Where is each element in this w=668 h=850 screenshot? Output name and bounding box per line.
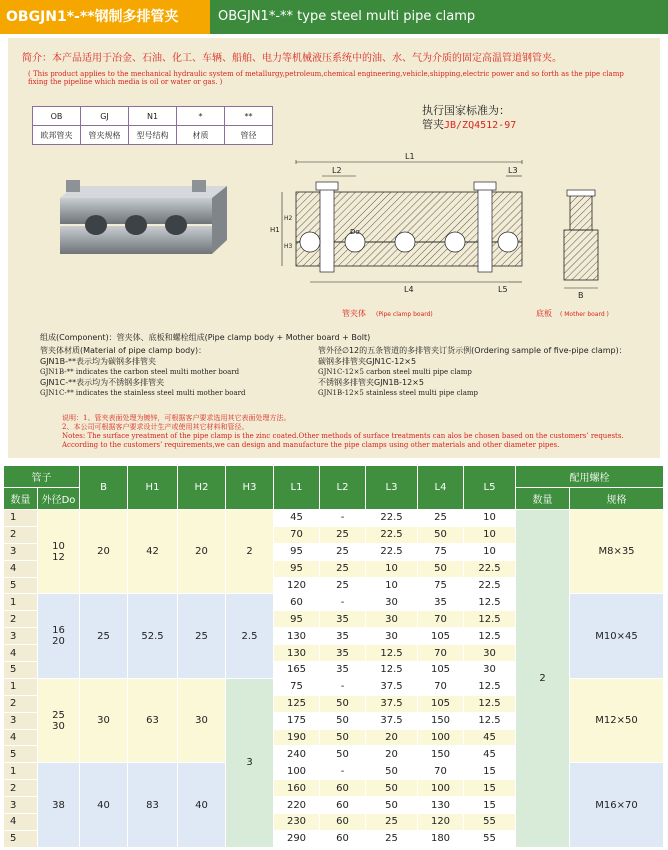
h3-cell: 2.5 xyxy=(226,594,274,678)
outer-diameter-value: 16 xyxy=(52,625,65,637)
dim-cell-l3: 50 xyxy=(366,797,418,814)
body-label-en: (Pipe clamp board) xyxy=(376,311,433,318)
dim-cell-l5: 15 xyxy=(464,780,516,797)
standard-code: JB/ZQ4512-97 xyxy=(444,120,517,131)
dim-cell-l2: 60 xyxy=(320,797,366,814)
standard-prefix: 管夹 xyxy=(422,118,444,131)
dim-cell-l2: 60 xyxy=(320,814,366,831)
dim-cell-l5: 55 xyxy=(464,814,516,831)
component-line: 组成(Component)：管夹体、底板和螺栓组成(Pipe clamp body + Mother board + Bolt) xyxy=(40,333,371,342)
dim-cell-l3: 30 xyxy=(366,594,418,611)
dim-cell-l2: 50 xyxy=(320,713,366,730)
b-cell: 20 xyxy=(80,510,128,594)
pipe-count-cell: 2 xyxy=(4,527,38,544)
dim-cell-l3: 22.5 xyxy=(366,527,418,544)
dim-l3: L3 xyxy=(508,166,518,175)
header-h2: H2 xyxy=(178,466,226,510)
header-h3: H3 xyxy=(226,466,274,510)
outer-diameter-value: 25 xyxy=(52,709,65,721)
dim-cell-l3: 25 xyxy=(366,831,418,848)
pipe-count-cell: 5 xyxy=(4,662,38,679)
dim-cell-l1: 120 xyxy=(274,578,320,595)
dim-cell-l3: 37.5 xyxy=(366,679,418,696)
dim-cell-l1: 130 xyxy=(274,645,320,662)
dim-cell-l5: 10 xyxy=(464,527,516,544)
code-cell: ** xyxy=(225,107,273,126)
material-b-cn: GJN1B-**表示均为碳钢多排管夹 xyxy=(40,356,157,366)
h2-cell: 20 xyxy=(178,510,226,594)
header-qty: 数量 xyxy=(4,488,38,510)
dim-cell-l1: 75 xyxy=(274,679,320,696)
note-cn-1: 说明：1、管夹表面处理为镀锌，可根据客户要求选用其它表面处理方法。 xyxy=(62,414,291,422)
material-b-en: GJN1B-** indicates the carbon steel multi mother board xyxy=(40,368,240,376)
standard-line2 xyxy=(422,118,516,133)
clamp-photo xyxy=(52,178,232,278)
dim-cell-l4: 105 xyxy=(418,696,464,713)
dim-h3: H3 xyxy=(284,243,293,250)
note-en-1: Notes: The surface yreatment of the pipe clamp is the zinc coated.Other methods of surface treatments can alos be chosen based on the customers’ requests. xyxy=(62,432,624,440)
dim-cell-l4: 105 xyxy=(418,662,464,679)
material-c-en: GJN1C-** indicates the stainless steel multi mother board xyxy=(40,389,246,397)
header-l1: L1 xyxy=(274,466,320,510)
dim-cell-l5: 12.5 xyxy=(464,679,516,696)
dim-cell-l1: 125 xyxy=(274,696,320,713)
dim-cell-l3: 25 xyxy=(366,814,418,831)
code-cell: OB xyxy=(33,107,81,126)
dim-cell-l3: 12.5 xyxy=(366,645,418,662)
dim-h2: H2 xyxy=(284,215,293,222)
h2-cell: 40 xyxy=(178,763,226,847)
bolt-spec-cell: M10×45 xyxy=(570,594,664,678)
body-label: 管夹体 xyxy=(342,309,366,318)
bolt-spec-cell: M16×70 xyxy=(570,763,664,847)
dim-do: Do xyxy=(350,228,360,236)
pipe-count-cell: 5 xyxy=(4,746,38,763)
code-cell: * xyxy=(177,107,225,126)
pipe-count-cell: 4 xyxy=(4,814,38,831)
dim-cell-l3: 12.5 xyxy=(366,662,418,679)
header-l4: L4 xyxy=(418,466,464,510)
outer-diameter-cell xyxy=(38,594,80,678)
header-bolt-spec: 规格 xyxy=(570,488,664,510)
b-cell: 40 xyxy=(80,763,128,847)
dim-cell-l2: 35 xyxy=(320,645,366,662)
outer-diameter-value: 12 xyxy=(52,551,65,563)
dim-cell-l2: 25 xyxy=(320,561,366,578)
pipe-count-cell: 5 xyxy=(4,831,38,848)
dim-cell-l1: 130 xyxy=(274,628,320,645)
pipe-count-cell: 1 xyxy=(4,763,38,780)
dim-cell-l5: 10 xyxy=(464,544,516,561)
dim-cell-l3: 10 xyxy=(366,561,418,578)
header-b: B xyxy=(80,466,128,510)
dim-cell-l4: 50 xyxy=(418,527,464,544)
header-l5: L5 xyxy=(464,466,516,510)
dim-cell-l1: 220 xyxy=(274,797,320,814)
dim-cell-l5: 12.5 xyxy=(464,696,516,713)
dim-cell-l5: 15 xyxy=(464,763,516,780)
material-title: 管夹体材质(Material of pipe clamp body)： xyxy=(40,346,207,355)
h1-cell: 52.5 xyxy=(128,594,178,678)
dim-cell-l4: 70 xyxy=(418,679,464,696)
dim-cell-l3: 50 xyxy=(366,763,418,780)
dim-cell-l1: 95 xyxy=(274,544,320,561)
dim-cell-l4: 75 xyxy=(418,578,464,595)
pipe-count-cell: 1 xyxy=(4,679,38,696)
bolt-qty-cell: 2 xyxy=(516,510,570,848)
dim-cell-l1: 240 xyxy=(274,746,320,763)
code-meaning: 型号结构 xyxy=(129,126,177,145)
model-code-table xyxy=(32,106,273,145)
outer-diameter-value: 20 xyxy=(52,636,65,648)
dim-cell-l4: 150 xyxy=(418,746,464,763)
pipe-count-cell: 4 xyxy=(4,645,38,662)
dim-cell-l5: 22.5 xyxy=(464,561,516,578)
order-b-cn: 碳钢多排管夹GJN1C-12×5 xyxy=(318,356,417,366)
dim-cell-l2: 50 xyxy=(320,730,366,747)
title-bar xyxy=(0,0,668,34)
dim-cell-l3: 20 xyxy=(366,730,418,747)
header-bolt: 配用螺栓 xyxy=(516,466,664,488)
order-b-en: GJN1C-12×5 carbon steel multi pipe clamp xyxy=(318,368,472,376)
dim-cell-l2: 35 xyxy=(320,628,366,645)
h1-cell: 42 xyxy=(128,510,178,594)
dim-cell-l1: 190 xyxy=(274,730,320,747)
dim-cell-l1: 95 xyxy=(274,561,320,578)
code-meaning: 管径 xyxy=(225,126,273,145)
dim-cell-l2: - xyxy=(320,510,366,527)
dim-cell-l2: 60 xyxy=(320,780,366,797)
code-meaning: 材质 xyxy=(177,126,225,145)
dim-l5: L5 xyxy=(498,285,508,294)
bolt-spec-cell: M12×50 xyxy=(570,679,664,763)
dim-cell-l4: 130 xyxy=(418,797,464,814)
dim-cell-l4: 180 xyxy=(418,831,464,848)
dim-cell-l5: 12.5 xyxy=(464,594,516,611)
dim-l1: L1 xyxy=(405,152,415,161)
dim-cell-l1: 100 xyxy=(274,763,320,780)
dim-cell-l2: 50 xyxy=(320,696,366,713)
dim-cell-l2: 25 xyxy=(320,527,366,544)
header-bolt-qty: 数量 xyxy=(516,488,570,510)
dim-cell-l1: 165 xyxy=(274,662,320,679)
intro-cn: 简介：本产品适用于冶金、石油、化工、车辆、船舶、电力等机械液压系统中的油、水、气为介质的固定高温管道钢管夹。 xyxy=(22,53,562,64)
dim-cell-l4: 150 xyxy=(418,713,464,730)
order-c-cn: 不锈钢多排管夹GJN1B-12×5 xyxy=(318,377,424,387)
dim-cell-l1: 290 xyxy=(274,831,320,848)
dim-cell-l3: 37.5 xyxy=(366,713,418,730)
standard-note xyxy=(422,104,516,133)
dim-cell-l5: 30 xyxy=(464,645,516,662)
pipe-count-cell: 2 xyxy=(4,611,38,628)
header-pipe: 管子 xyxy=(4,466,80,488)
order-block xyxy=(318,346,658,399)
pipe-count-cell: 4 xyxy=(4,730,38,747)
header-l2: L2 xyxy=(320,466,366,510)
h1-cell: 63 xyxy=(128,679,178,763)
note-cn-2: 2、本公司可根据客户要求设计生产或使用其它材料和管径。 xyxy=(62,423,249,431)
header-l3: L3 xyxy=(366,466,418,510)
h1-cell: 83 xyxy=(128,763,178,847)
base-label: 底板 xyxy=(536,309,552,318)
h2-cell: 25 xyxy=(178,594,226,678)
dim-cell-l3: 22.5 xyxy=(366,544,418,561)
dim-cell-l1: 230 xyxy=(274,814,320,831)
dim-cell-l3: 22.5 xyxy=(366,510,418,527)
h3-shared-cell: 3 xyxy=(226,679,274,848)
dim-cell-l5: 12.5 xyxy=(464,713,516,730)
dim-cell-l2: 50 xyxy=(320,746,366,763)
outer-diameter-value: 38 xyxy=(52,799,65,811)
dim-cell-l4: 35 xyxy=(418,594,464,611)
outer-diameter-value: 10 xyxy=(52,540,65,552)
outer-diameter-value: 30 xyxy=(52,720,65,732)
dim-cell-l4: 25 xyxy=(418,510,464,527)
dim-cell-l3: 30 xyxy=(366,628,418,645)
pipe-count-cell: 2 xyxy=(4,696,38,713)
code-cell: GJ xyxy=(81,107,129,126)
dim-cell-l4: 70 xyxy=(418,645,464,662)
pipe-count-cell: 3 xyxy=(4,797,38,814)
dim-cell-l2: 25 xyxy=(320,578,366,595)
code-meaning: 欧邦管夹 xyxy=(33,126,81,145)
technical-drawing xyxy=(270,150,610,325)
dim-cell-l5: 10 xyxy=(464,510,516,527)
dim-cell-l3: 30 xyxy=(366,611,418,628)
dim-cell-l3: 37.5 xyxy=(366,696,418,713)
base-label-en: ( Mother board ) xyxy=(560,311,609,318)
h3-cell: 2 xyxy=(226,510,274,594)
title-en: OBGJN1*-** type steel multi pipe clamp xyxy=(210,0,668,34)
dim-cell-l4: 70 xyxy=(418,763,464,780)
dim-cell-l2: - xyxy=(320,679,366,696)
dim-cell-l4: 70 xyxy=(418,611,464,628)
outer-diameter-cell xyxy=(38,763,80,847)
code-cell: N1 xyxy=(129,107,177,126)
material-c-cn: GJN1C-**表示均为不锈钢多排管夹 xyxy=(40,377,165,387)
material-block xyxy=(40,346,320,399)
dim-cell-l5: 12.5 xyxy=(464,611,516,628)
dim-cell-l1: 70 xyxy=(274,527,320,544)
order-c-en: GJN1B-12×5 stainless steel multi pipe clamp xyxy=(318,389,479,397)
dim-cell-l2: - xyxy=(320,763,366,780)
dim-cell-l5: 45 xyxy=(464,730,516,747)
pipe-count-cell: 3 xyxy=(4,628,38,645)
pipe-count-cell: 3 xyxy=(4,544,38,561)
dim-cell-l3: 50 xyxy=(366,780,418,797)
pipe-count-cell: 3 xyxy=(4,713,38,730)
dim-cell-l5: 15 xyxy=(464,797,516,814)
dim-h1: H1 xyxy=(270,226,280,234)
dim-cell-l4: 75 xyxy=(418,544,464,561)
pipe-count-cell: 1 xyxy=(4,594,38,611)
order-title: 管外径∅12的五条管道的多排管夹订货示例(Ordering sample of five-pipe clamp)： xyxy=(318,346,627,355)
h2-cell: 30 xyxy=(178,679,226,763)
standard-line1: 执行国家标准为： xyxy=(422,104,510,117)
dim-l4: L4 xyxy=(404,285,414,294)
intro-en: ( This product applies to the mechanical hydraulic system of metallurgy,petroleum,chemical engineering,vehicle,shipping,electric power and so forth as the pipe clamp fixing the pipeline which media is oil or water or gas. ) xyxy=(28,70,624,86)
outer-diameter-cell xyxy=(38,510,80,594)
dim-cell-l5: 30 xyxy=(464,662,516,679)
dim-cell-l3: 10 xyxy=(366,578,418,595)
dim-cell-l2: - xyxy=(320,594,366,611)
b-cell: 25 xyxy=(80,594,128,678)
dim-cell-l2: 60 xyxy=(320,831,366,848)
dim-cell-l4: 105 xyxy=(418,628,464,645)
dim-cell-l2: 35 xyxy=(320,662,366,679)
notes xyxy=(62,414,652,450)
dim-cell-l4: 100 xyxy=(418,730,464,747)
pipe-count-cell: 4 xyxy=(4,561,38,578)
dim-cell-l5: 22.5 xyxy=(464,578,516,595)
dim-cell-l4: 50 xyxy=(418,561,464,578)
dim-cell-l4: 120 xyxy=(418,814,464,831)
dim-cell-l5: 12.5 xyxy=(464,628,516,645)
dim-cell-l1: 175 xyxy=(274,713,320,730)
dim-cell-l3: 20 xyxy=(366,746,418,763)
pipe-count-cell: 2 xyxy=(4,780,38,797)
title-cn: OBGJN1*-**钢制多排管夹 xyxy=(0,0,210,34)
dim-cell-l5: 45 xyxy=(464,746,516,763)
dim-cell-l1: 60 xyxy=(274,594,320,611)
bolt-spec-cell: M8×35 xyxy=(570,510,664,594)
dim-l2: L2 xyxy=(332,166,342,175)
note-en-2: According to the customers’ requirements,we can design and manufacture the pipe clamps using other materials and other diameter pipes. xyxy=(62,441,560,449)
dim-cell-l1: 95 xyxy=(274,611,320,628)
header-h1: H1 xyxy=(128,466,178,510)
pipe-count-cell: 1 xyxy=(4,510,38,527)
dim-cell-l2: 25 xyxy=(320,544,366,561)
b-cell: 30 xyxy=(80,679,128,763)
dim-cell-l4: 100 xyxy=(418,780,464,797)
header-od: 外径Do xyxy=(38,488,80,510)
dim-cell-l5: 55 xyxy=(464,831,516,848)
pipe-count-cell: 5 xyxy=(4,578,38,595)
dim-cell-l1: 45 xyxy=(274,510,320,527)
outer-diameter-cell xyxy=(38,679,80,763)
code-meaning: 管夹规格 xyxy=(81,126,129,145)
spec-table xyxy=(4,466,664,848)
dim-cell-l2: 35 xyxy=(320,611,366,628)
dim-cell-l1: 160 xyxy=(274,780,320,797)
dim-b: B xyxy=(578,291,584,300)
